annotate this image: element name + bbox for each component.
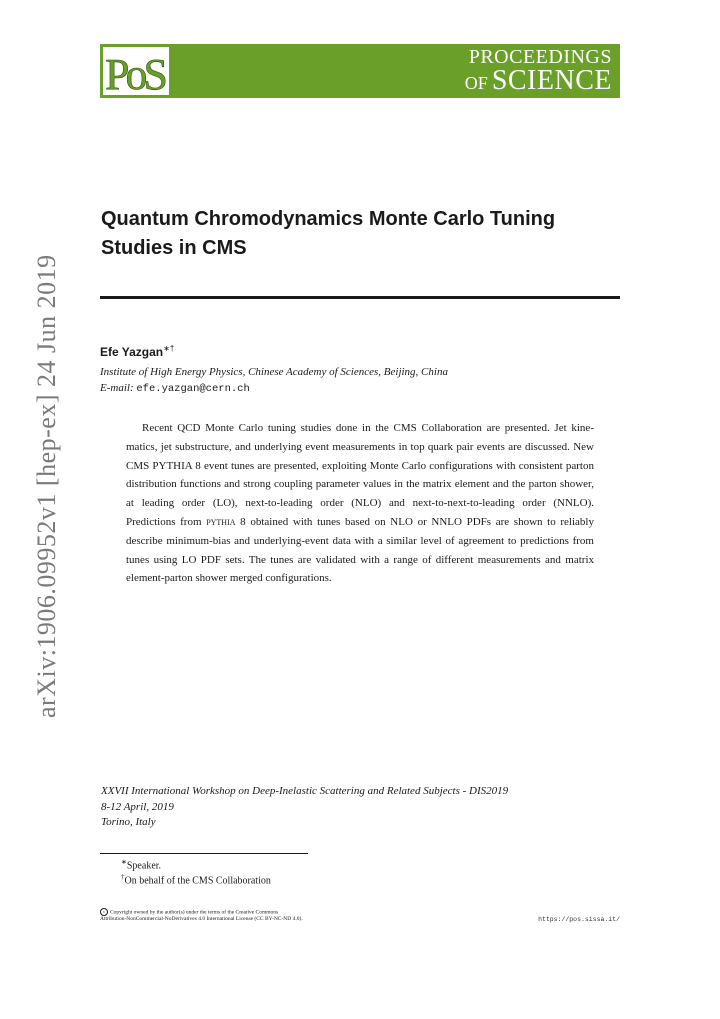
conference-info: [101, 784, 508, 831]
science-label: SCIENCE: [491, 65, 612, 96]
footnote-speaker: [121, 858, 161, 871]
pos-banner: [100, 44, 620, 98]
pos-logo: [103, 47, 169, 95]
pos-logo-text: PoS: [105, 50, 164, 95]
pos-logo-graphic: [103, 47, 169, 95]
footnote-mark-1: ∗: [121, 858, 127, 866]
footnote-rule: [100, 853, 308, 854]
copyright-line-2: Attribution-NonCommercial-NoDerivatives 4.0 International License (CC BY-NC-ND 4.0).: [100, 916, 303, 923]
author-affiliation: Institute of High Energy Physics, Chinese Academy of Sciences, Beijing, China: [100, 366, 448, 378]
copyright-notice: [100, 908, 303, 923]
email-label: E-mail:: [100, 382, 134, 394]
footnote-collaboration: [121, 873, 271, 886]
abstract: [126, 419, 594, 588]
arxiv-identifier: arXiv:1906.09952v1 [hep-ex] 24 Jun 2019: [32, 254, 61, 718]
author-email: [100, 382, 250, 395]
of-label: OF: [464, 73, 488, 93]
abstract-text-2: 8 obtained with tunes based on NLO or NNLO PDFs are shown to reliably describe minimum-bias and underlying-event data with a similar level of agreement to predictions from tunes using LO PDF sets. The tunes are validated with a range of different measurements and matrix element-parton shower merged configurations.: [126, 515, 594, 585]
author-name-text: Efe Yazgan: [100, 345, 164, 359]
email-address[interactable]: efe.yazgan@cern.ch: [136, 383, 250, 395]
title-rule: [100, 296, 620, 299]
footnote-text-1: Speaker.: [126, 860, 162, 872]
proceedings-label: PROCEEDINGS: [468, 46, 612, 68]
paper-title: Quantum Chromodynamics Monte Carlo Tuning Studies in CMS: [101, 208, 556, 259]
author-name: [100, 344, 174, 359]
footnote-mark-2: †: [121, 873, 125, 881]
copyright-line-1: Copyright owned by the author(s) under the terms of the Creative Commons: [110, 909, 279, 916]
author-marks: ∗†: [163, 344, 175, 353]
conference-dates: 8-12 April, 2019: [101, 800, 174, 813]
pos-url-link[interactable]: https://pos.sissa.it/: [538, 916, 620, 923]
abstract-pythia: pythia: [206, 515, 236, 528]
abstract-text-1: Recent QCD Monte Carlo tuning studies done in the CMS Collaboration are presented. Jet kinematics, jet substructure, and underlying event measurements in top quark pair events are discussed. New CMS PYTHIA 8 event tunes are presented, exploiting Monte Carlo configurations with consistent parton distribution functions and strong coupling parameter values in the matrix element and the parton shower, at leading order (LO), next-to-leading order (NLO) and next-to-next-to-leading order (NNLO). Predictions from: [126, 422, 594, 528]
conference-name: XXVII International Workshop on Deep-Inelastic Scattering and Related Subjects - DIS2019: [101, 785, 509, 797]
copyright-icon: c: [100, 908, 108, 916]
of-science-label: [465, 65, 612, 97]
conference-location: Torino, Italy: [101, 816, 156, 828]
footnote-text-2: On behalf of the CMS Collaboration: [124, 875, 271, 887]
